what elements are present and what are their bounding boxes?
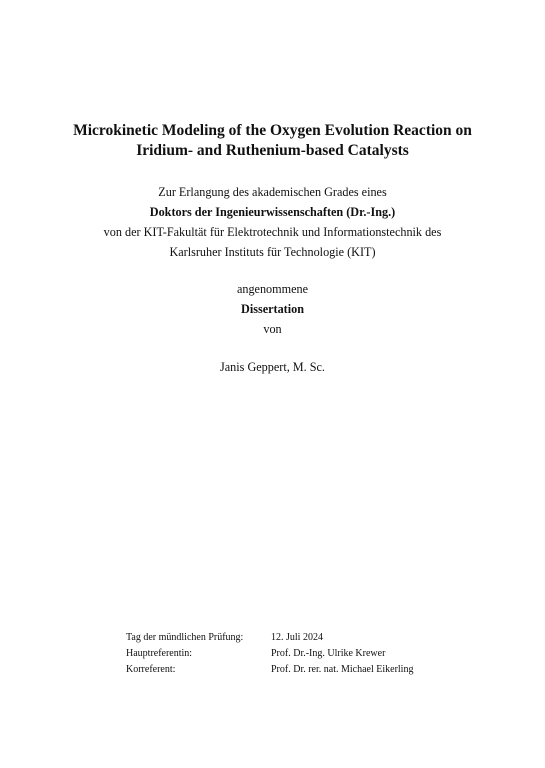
exam-row — [126, 646, 413, 662]
dissertation-line-3: von — [263, 322, 282, 336]
exam-row-value: 12. Juli 2024 — [271, 632, 323, 643]
dissertation-label: Dissertation — [241, 302, 304, 316]
thesis-title-line-2: Iridium- and Ruthenium-based Catalysts — [136, 142, 409, 159]
author-name — [40, 357, 505, 377]
dissertation-statement — [40, 279, 505, 339]
degree-line-1: Zur Erlangung des akademischen Grades eines — [158, 185, 387, 199]
degree-line-4: Karlsruher Instituts für Technologie (KIT) — [169, 245, 376, 259]
exam-row-label: Korreferent: — [126, 664, 176, 675]
exam-row-value: Prof. Dr.-Ing. Ulrike Krewer — [271, 648, 386, 659]
exam-row — [126, 662, 413, 678]
dissertation-line-1: angenommene — [236, 282, 309, 296]
degree-name: Doktors der Ingenieurwissenschaften (Dr.-Ing.) — [149, 205, 396, 219]
thesis-title-line-1: Microkinetic Modeling of the Oxygen Evolution Reaction on — [73, 122, 472, 139]
degree-line-3: von der KIT-Fakultät für Elektrotechnik und Informationstechnik des — [103, 225, 442, 239]
exam-row-value: Prof. Dr. rer. nat. Michael Eikerling — [271, 664, 414, 675]
degree-statement — [40, 182, 505, 262]
exam-row-label: Hauptreferentin: — [126, 648, 193, 659]
author-name-text: Janis Geppert, M. Sc. — [220, 360, 325, 374]
exam-row — [126, 630, 413, 646]
exam-info-table — [126, 630, 413, 678]
exam-row-label: Tag der mündlichen Prüfung: — [126, 632, 244, 643]
thesis-title — [40, 121, 505, 161]
